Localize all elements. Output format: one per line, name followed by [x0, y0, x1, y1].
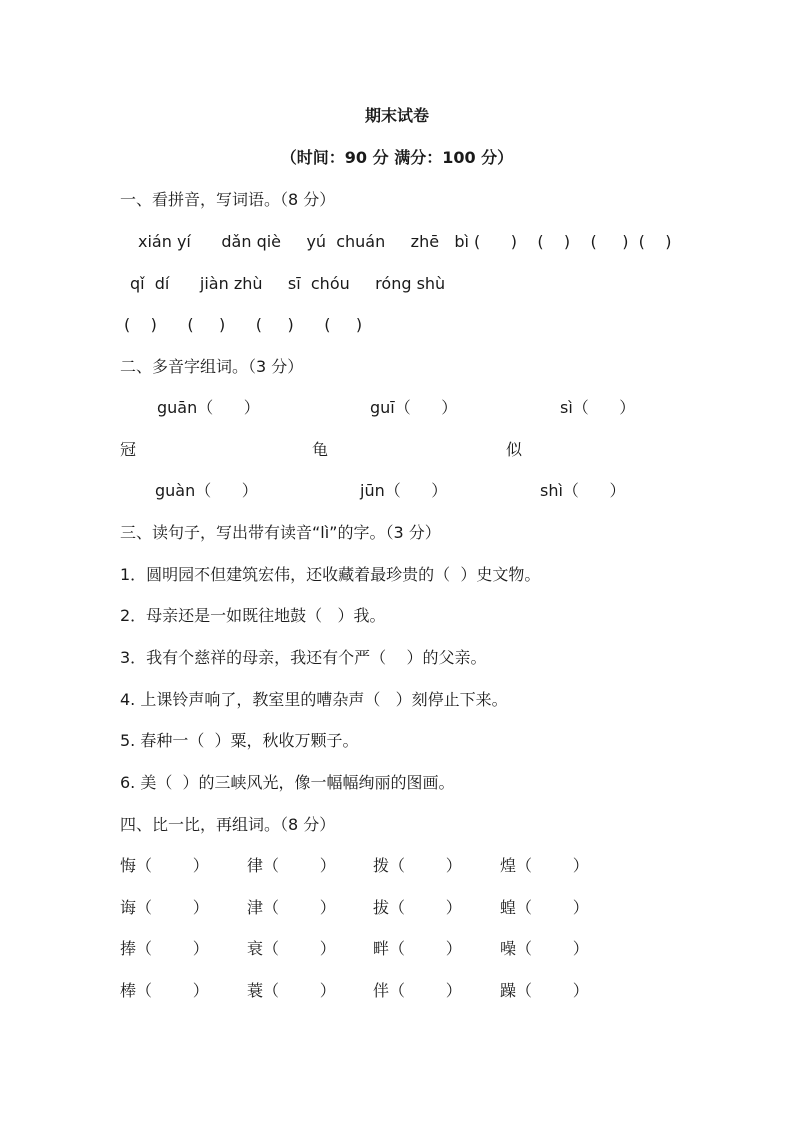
polyphone-2-reading-1: guī（ ）	[370, 398, 458, 417]
compare-cell: 棒（ ）	[120, 981, 209, 1000]
sentence-item-3: 3．我有个慈祥的母亲，我还有个严（ ）的父亲。	[120, 648, 487, 667]
pinyin-row-1: xián yí dǎn qiè yú chuán zhē bì ( ) ( ) ( ) ( )	[138, 232, 672, 251]
sentence-item-1: 1．圆明园不但建筑宏伟，还收藏着最珍贵的（ ）史文物。	[120, 565, 541, 584]
compare-cell: 悔（ ）	[120, 856, 209, 875]
compare-cell: 捧（ ）	[120, 939, 209, 958]
section-1-heading: 一、看拼音，写词语。（8 分）	[120, 190, 336, 209]
polyphone-char-1: 冠	[120, 440, 137, 459]
polyphone-2-reading-2: jūn（ ）	[360, 481, 448, 500]
compare-cell: 躁（ ）	[500, 981, 589, 1000]
compare-cell: 拨（ ）	[373, 856, 462, 875]
polyphone-char-2: 龟	[312, 440, 329, 459]
polyphone-3-reading-2: shì（ ）	[540, 481, 626, 500]
compare-cell: 诲（ ）	[120, 898, 209, 917]
sentence-item-2: 2．母亲还是一如既往地鼓（ ）我。	[120, 606, 386, 625]
polyphone-1-reading-1: guān（ ）	[157, 398, 260, 417]
compare-cell: 煌（ ）	[500, 856, 589, 875]
sentence-item-4: 4. 上课铃声响了，教室里的嘈杂声（ ）刻停止下来。	[120, 690, 508, 709]
compare-cell: 津（ ）	[247, 898, 336, 917]
polyphone-char-3: 似	[506, 440, 523, 459]
page-title: 期末试卷	[364, 106, 429, 125]
pinyin-row-2: qǐ dí jiàn zhù sī chóu róng shù	[130, 274, 446, 293]
compare-cell: 噪（ ）	[500, 939, 589, 958]
exam-info: （时间：90 分 满分：100 分）	[280, 148, 514, 167]
polyphone-3-reading-1: sì（ ）	[560, 398, 636, 417]
compare-cell: 蓑（ ）	[247, 981, 336, 1000]
sentence-item-6: 6. 美（ ）的三峡风光，像一幅幅绚丽的图画。	[120, 773, 455, 792]
compare-cell: 伴（ ）	[373, 981, 462, 1000]
compare-cell: 律（ ）	[247, 856, 336, 875]
sentence-item-5: 5. 春种一（ ）粟，秋收万颗子。	[120, 731, 359, 750]
compare-cell: 衰（ ）	[247, 939, 336, 958]
answer-blanks-row-2: ( ) ( ) ( ) ( )	[124, 315, 363, 334]
compare-cell: 蝗（ ）	[500, 898, 589, 917]
section-2-heading: 二、多音字组词。（3 分）	[120, 357, 304, 376]
section-4-heading: 四、比一比，再组词。（8 分）	[120, 815, 336, 834]
polyphone-1-reading-2: guàn（ ）	[155, 481, 258, 500]
compare-cell: 畔（ ）	[373, 939, 462, 958]
compare-cell: 拔（ ）	[373, 898, 462, 917]
section-3-heading: 三、读句子，写出带有读音“lì”的字。（3 分）	[120, 523, 441, 542]
